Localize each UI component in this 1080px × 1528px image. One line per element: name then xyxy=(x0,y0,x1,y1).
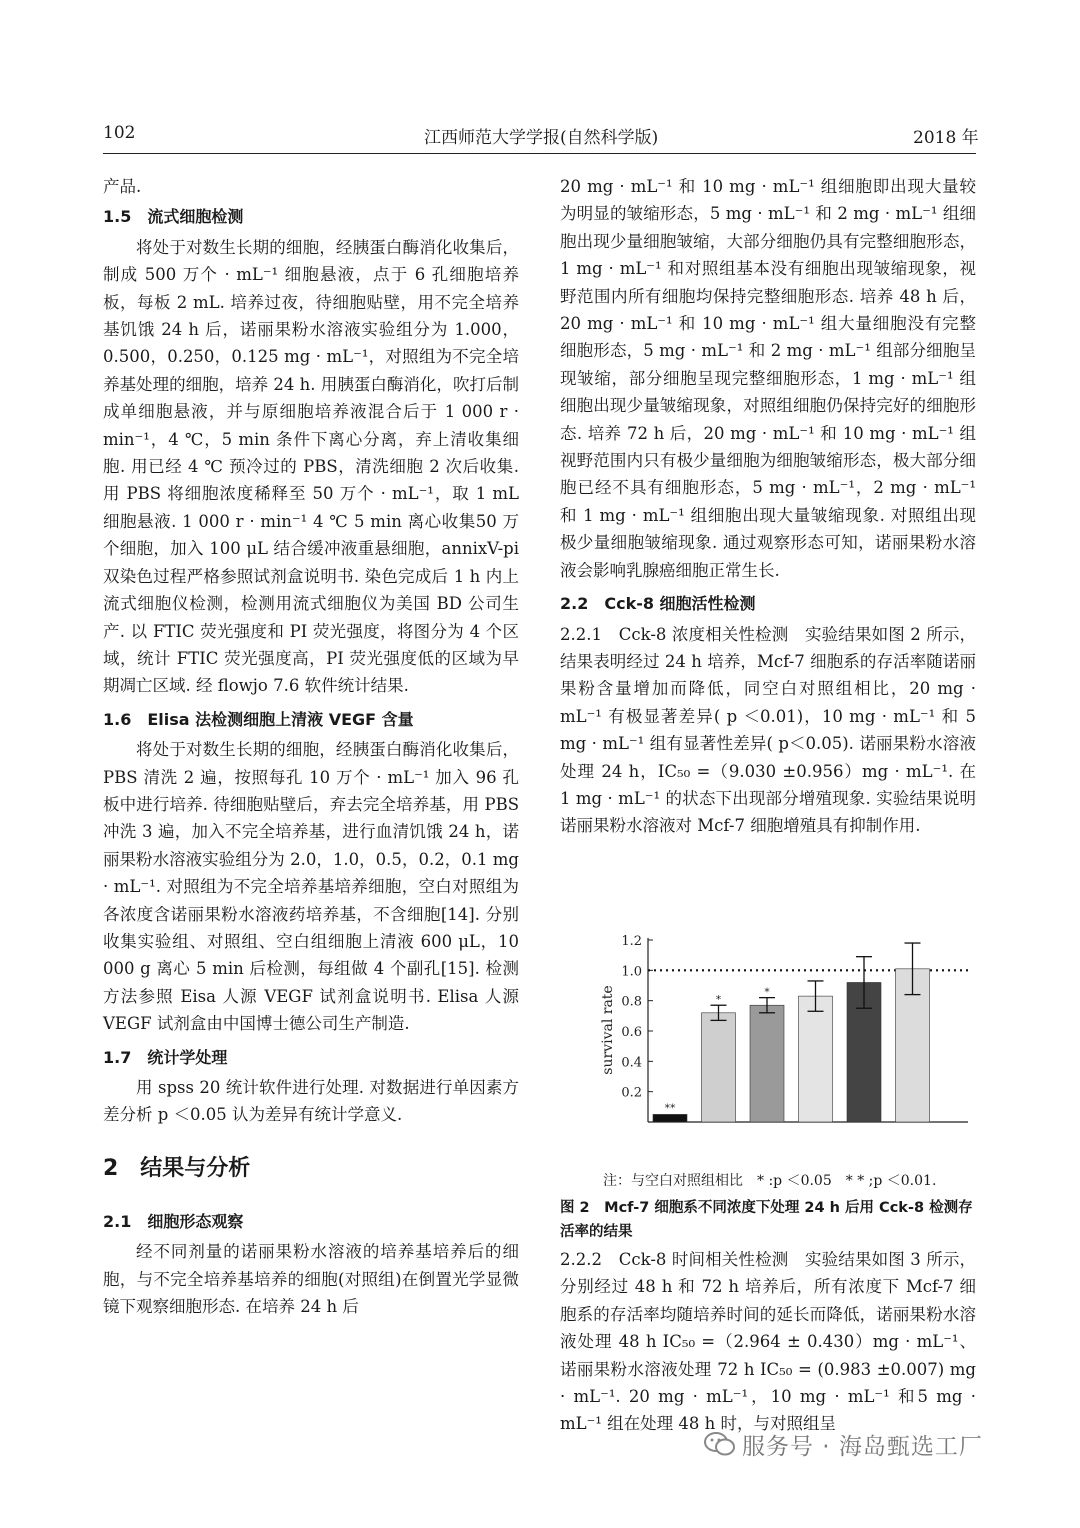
journal-title: 江西师范大学学报(自然科学版) xyxy=(424,128,659,148)
page-number: 102 xyxy=(103,123,136,143)
y-tick-label: 0.6 xyxy=(621,1025,642,1040)
section-heading-1-6: 1.6 Elisa 法检测细胞上清液 VEGF 含量 xyxy=(103,709,414,729)
paragraph-2-2-2: 2.2.2 Cck-8 时间相关性检测 实验结果如图 3 所示，分别经过 48 h 和 72 h 培养后，所有浓度下 Mcf-7 细胞系的存活率均随培养时间的延长而降低，诺丽果粉水溶液处理 48 h IC₅₀ =（2.964 ± 0.430）mg · mL⁻¹、诺丽果粉水溶液处理 72 h IC₅₀ = (0.983 ±0.007) mg · mL⁻¹. 20 mg · mL⁻¹，10 mg · mL⁻¹ 和5 mg · mL⁻¹ 组在处理 48 h 时，与对照组呈 xyxy=(560,1250,976,1434)
paragraph-2-2-1: 2.2.1 Cck-8 浓度相关性检测 实验结果如图 2 所示，结果表明经过 24 h 培养，Mcf-7 细胞系的存活率随诺丽果粉含量增加而降低，同空白对照组相比，20 mg · mL⁻¹ 有极显著差异( p ＜0.01)，10 mg · mL⁻¹ 和 5 mg · mL⁻¹ 组有显著性差异( p＜0.05). 诺丽果粉水溶液处理 24 h，IC₅₀ =（9.030 ±0.956）mg · mL⁻¹. 在 1 mg · mL⁻¹ 的状态下出现部分增殖现象. 实验结果说明诺丽果粉水溶液对 Mcf-7 细胞增殖具有抑制作用. xyxy=(560,624,976,836)
figure-caption: 图 2 Mcf-7 细胞系不同浓度下处理 24 h 后用 Cck-8 检测存活率的结果 xyxy=(560,1200,973,1240)
y-axis-label: survival rate xyxy=(600,985,616,1075)
paragraph-2-1-continued: 20 mg · mL⁻¹ 和 10 mg · mL⁻¹ 组细胞即出现大量较为明显的皱缩形态，5 mg · mL⁻¹ 和 2 mg · mL⁻¹ 组细胞出现少量细胞皱缩，大部分细胞仍具有完整细胞形态，1 mg · mL⁻¹ 和对照组基本没有细胞出现皱缩现象，视野范围内所有细胞均保持完整细胞形态. 培养 48 h 后，20 mg · mL⁻¹ 和 10 mg · mL⁻¹ 组大量细胞没有完整细胞形态，5 mg · mL⁻¹ 和 2 mg · mL⁻¹ 组部分细胞呈现皱缩，部分细胞呈现完整细胞形态，1 mg · mL⁻¹ 组细胞出现少量皱缩现象，对照组细胞仍保持完好的细胞形态. 培养 72 h 后，20 mg · mL⁻¹ 和 10 mg · mL⁻¹ 组视野范围内只有极少量细胞为细胞皱缩形态，极大部分细胞已经不具有细胞形态，5 mg · mL⁻¹，2 mg · mL⁻¹ 和 1 mg · mL⁻¹ 组细胞出现大量皱缩现象. 对照组出现极少量细胞皱缩现象. 通过观察形态可知，诺丽果粉水溶液会影响乳腺癌细胞正常生长. xyxy=(560,177,976,580)
section-heading-2-1: 2.1 细胞形态观察 xyxy=(103,1211,244,1231)
right-column xyxy=(560,173,976,840)
section-heading-1-7: 1.7 统计学处理 xyxy=(103,1047,228,1067)
watermark-text: 服务号 · 海岛甄选工厂 xyxy=(742,1434,983,1460)
y-tick-label: 0.2 xyxy=(621,1085,642,1101)
y-tick-label: 1.0 xyxy=(621,964,642,980)
wechat-icon xyxy=(703,1430,737,1458)
section-heading-1-5: 1.5 流式细胞检测 xyxy=(103,207,244,227)
x-tick-row xyxy=(590,1127,970,1157)
figure-2-bar-chart xyxy=(590,930,970,1125)
y-tick-label: 1.2 xyxy=(621,934,642,949)
bar xyxy=(799,996,833,1122)
bar xyxy=(750,1005,784,1122)
bar xyxy=(653,1114,687,1122)
paragraph-continued: 产品. xyxy=(103,177,142,196)
significance-marker: ** xyxy=(664,1101,676,1115)
section-heading-2: 2 结果与分析 xyxy=(103,1155,251,1181)
figure-note: 注：与空白对照组相比 * :p ＜0.05 * * ;p ＜0.01. xyxy=(603,1173,937,1189)
paragraph-2-1: 经不同剂量的诺丽果粉水溶液的培养基培养后的细胞，与不完全培养基培养的细胞(对照组)在倒置光学显微镜下观察细胞形态. 在培养 24 h 后 xyxy=(103,1242,519,1317)
left-column xyxy=(103,173,519,1320)
paragraph-1-5: 将处于对数生长期的细胞，经胰蛋白酶消化收集后，制成 500 万个 · mL⁻¹ 细胞悬液，点于 6 孔细胞培养板，每板 2 mL. 培养过夜，待细胞贴壁，用不完全培养基饥饿 24 h 后，诺丽果粉水溶液实验组分为 1.000，0.500，0.250，0.125 mg · mL⁻¹，对照组为不完全培养基处理的细胞，培养 24 h. 用胰蛋白酶消化，吹打后制成单细胞悬液，并与原细胞培养液混合后于 1 000 r · min⁻¹，4 ℃，5 min 条件下离心分离，弃上清收集细胞. 用已经 4 ℃ 预冷过的 PBS，清洗细胞 2 次后收集. 用 PBS 将细胞浓度稀释至 50 万个 · mL⁻¹，取 1 mL 细胞悬液. 1 000 r · min⁻¹ 4 ℃ 5 min 离心收集50 万个细胞，加入 100 μL 结合缓冲液重悬细胞，annixV-pi 双染色过程严格参照试剂盒说明书. 染色完成后 1 h 内上流式细胞仪检测，检测用流式细胞仪为美国 BD 公司生产. 以 FTIC 荧光强度和 PI 荧光强度，将图分为 4 个区域，统计 FTIC 荧光强度高，PI 荧光强度低的区域为早期凋亡区域. 经 flowjo 7.6 软件统计结果. xyxy=(103,237,519,696)
bar xyxy=(702,1013,736,1122)
significance-marker: * xyxy=(715,993,722,1007)
section-heading-2-2: 2.2 Cck-8 细胞活性检测 xyxy=(560,594,756,614)
y-tick-label: 0.8 xyxy=(621,994,642,1010)
paragraph-1-7: 用 spss 20 统计软件进行处理. 对数据进行单因素方差分析 p ＜0.05 认为差异有统计学意义. xyxy=(103,1078,519,1125)
paragraph-1-6: 将处于对数生长期的细胞，经胰蛋白酶消化收集后，PBS 清洗 2 遍，按照每孔 10 万个 · mL⁻¹ 加入 96 孔板中进行培养. 待细胞贴壁后，弃去完全培养基，用 PBS 冲洗 3 遍，加入不完全培养基，进行血清饥饿 24 h，诺丽果粉水溶液实验组分为 2.0，1.0，0.5，0.2，0.1 mg · mL⁻¹. 对照组为不完全培养基培养细胞，空白对照组为各浓度含诺丽果粉水溶液药培养基，不含细胞[14]. 分别收集实验组、对照组、空白组细胞上清液 600 μL，10 000 g 离心 5 min 后检测，每组做 4 个副孔[15]. 检测方法参照 Eisa 人源 VEGF 试剂盒说明书. Elisa 人源 VEGF 试剂盒由中国博士德公司生产制造. xyxy=(103,740,519,1034)
y-tick-label: 0.4 xyxy=(621,1055,642,1071)
year-label: 2018 年 xyxy=(913,128,979,148)
significance-marker: * xyxy=(764,985,770,999)
right-column-lower xyxy=(560,1246,976,1438)
header-rule xyxy=(103,153,976,154)
